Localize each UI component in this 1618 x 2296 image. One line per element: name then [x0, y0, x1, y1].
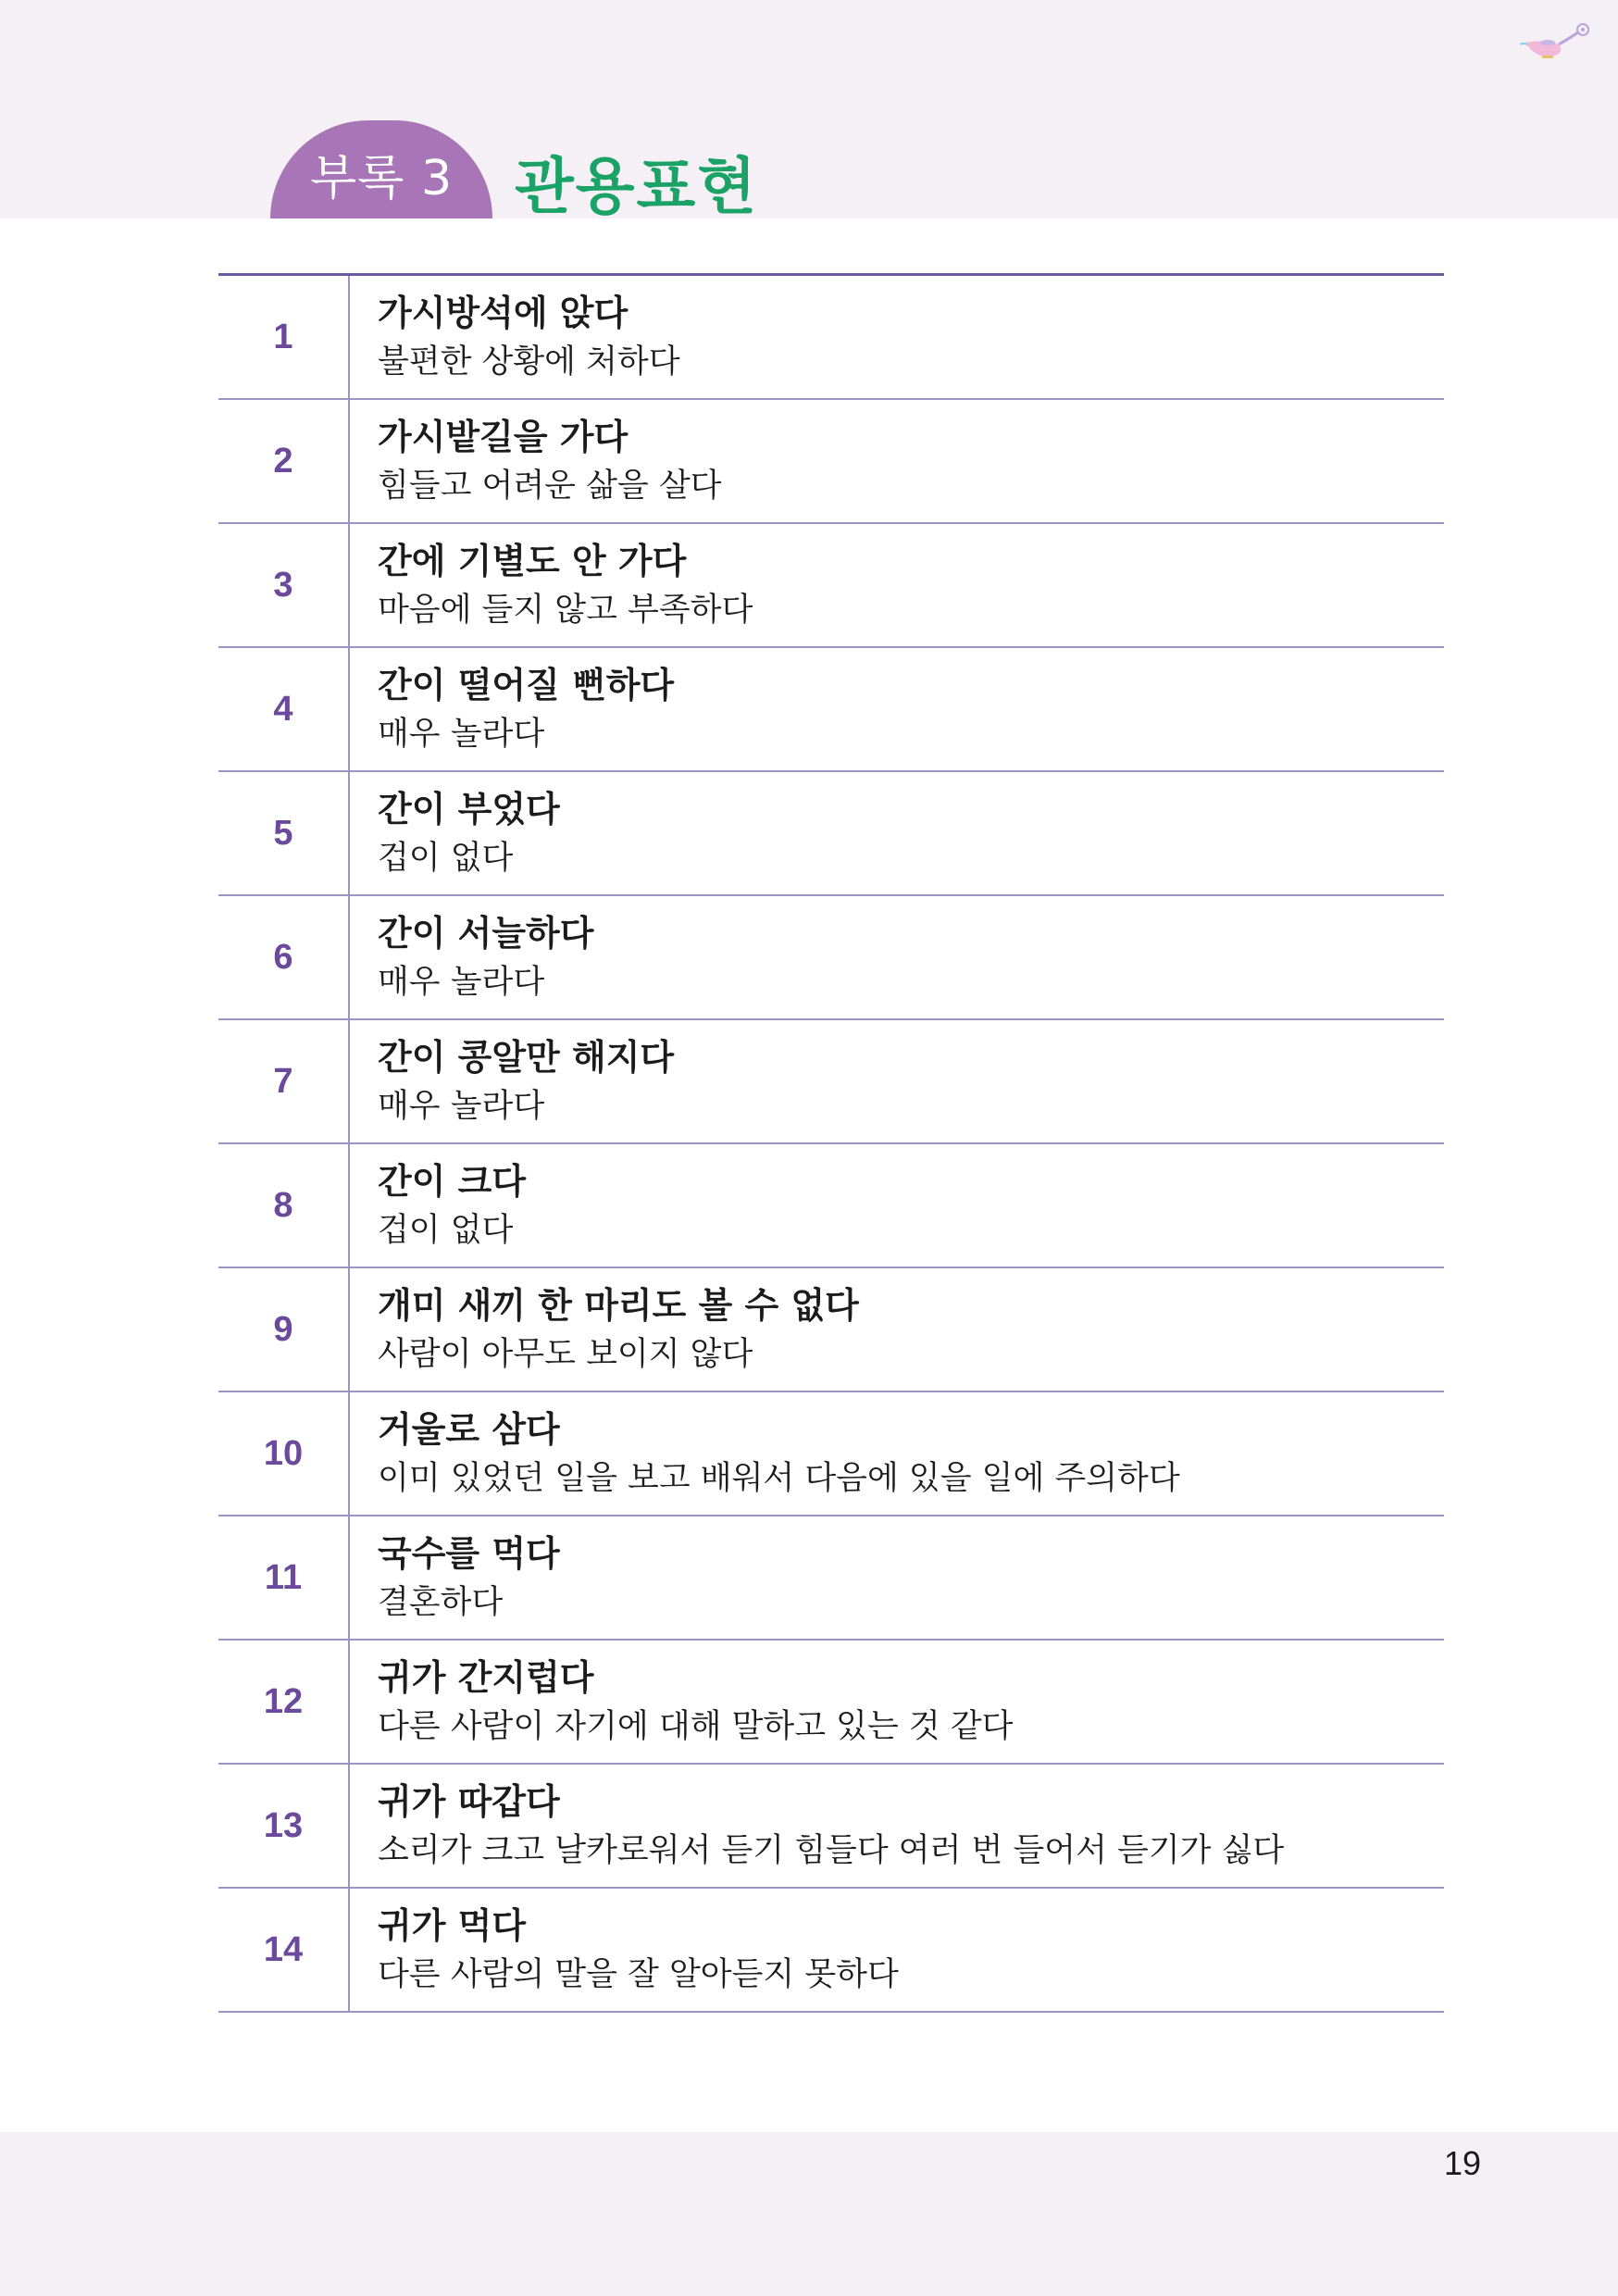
footer-band: [0, 2132, 1618, 2296]
table-row: [218, 1268, 1444, 1392]
idiom-expression: 가시방석에 앉다: [378, 293, 629, 333]
idiom-expression: 간이 서늘하다: [378, 913, 594, 954]
idiom-meaning: 매우 놀라다: [378, 1088, 545, 1125]
row-number: 4: [218, 648, 350, 770]
table-row: [218, 1889, 1444, 2013]
idiom-meaning: 사람이 아무도 보이지 않다: [378, 1336, 753, 1373]
idiom-meaning: 불편한 상황에 처하다: [378, 343, 680, 381]
idiom-meaning: 다른 사람의 말을 잘 알아듣지 못하다: [378, 1956, 899, 1993]
magic-lamp-icon: [1518, 20, 1592, 61]
idiom-expression: 귀가 먹다: [378, 1905, 527, 1946]
row-number: 12: [218, 1641, 350, 1763]
table-row: [218, 648, 1444, 772]
row-number: 5: [218, 772, 350, 894]
row-content: [350, 1765, 1444, 1887]
table-row: [218, 896, 1444, 1020]
row-number: 10: [218, 1392, 350, 1515]
idiom-expression: 간이 떨어질 뻔하다: [378, 665, 675, 705]
table-row: [218, 1516, 1444, 1641]
table-row: [218, 400, 1444, 524]
row-number: 2: [218, 400, 350, 522]
row-number: 6: [218, 896, 350, 1018]
table-row: [218, 1765, 1444, 1889]
row-content: [350, 276, 1444, 398]
row-content: [350, 772, 1444, 894]
idiom-meaning: 겁이 없다: [378, 1212, 514, 1249]
idiom-meaning: 결혼하다: [378, 1584, 504, 1621]
row-content: [350, 1144, 1444, 1267]
idiom-meaning: 겁이 없다: [378, 840, 514, 877]
row-content: [350, 400, 1444, 522]
row-content: [350, 648, 1444, 770]
row-content: [350, 1392, 1444, 1515]
row-content: [350, 1889, 1444, 2011]
idiom-expression: 귀가 따갑다: [378, 1781, 560, 1822]
idiom-expression: 거울로 삼다: [378, 1409, 560, 1450]
page-number: 19: [1443, 2144, 1481, 2182]
table-row: [218, 524, 1444, 648]
row-content: [350, 524, 1444, 646]
idiom-expression: 가시밭길을 가다: [378, 417, 629, 457]
row-number: 13: [218, 1765, 350, 1887]
table-row: [218, 1392, 1444, 1516]
row-number: 7: [218, 1020, 350, 1142]
row-content: [350, 896, 1444, 1018]
row-content: [350, 1268, 1444, 1391]
idiom-meaning: 힘들고 어려운 삶을 살다: [378, 468, 722, 505]
row-number: 9: [218, 1268, 350, 1391]
row-content: [350, 1641, 1444, 1763]
idiom-meaning: 소리가 크고 날카로워서 듣기 힘들다 여러 번 들어서 듣기가 싫다: [378, 1832, 1285, 1869]
table-row: [218, 1020, 1444, 1144]
row-content: [350, 1516, 1444, 1639]
header-band: [0, 0, 1618, 218]
idiom-expression: 귀가 간지럽다: [378, 1657, 594, 1698]
row-number: 11: [218, 1516, 350, 1639]
table-row: [218, 1641, 1444, 1765]
table-row: [218, 276, 1444, 400]
idiom-expression: 개미 새끼 한 마리도 볼 수 없다: [378, 1285, 859, 1326]
idiom-meaning: 다른 사람이 자기에 대해 말하고 있는 것 같다: [378, 1708, 1014, 1745]
idiom-expression: 국수를 먹다: [378, 1533, 560, 1574]
idiom-table: [218, 273, 1444, 2013]
appendix-tab: 부록 3: [270, 120, 492, 218]
row-number: 8: [218, 1144, 350, 1267]
idiom-expression: 간이 콩알만 해지다: [378, 1037, 675, 1078]
row-number: 3: [218, 524, 350, 646]
idiom-meaning: 이미 있었던 일을 보고 배워서 다음에 있을 일에 주의하다: [378, 1460, 1180, 1497]
idiom-expression: 간이 크다: [378, 1161, 527, 1202]
row-number: 14: [218, 1889, 350, 2011]
row-content: [350, 1020, 1444, 1142]
table-row: [218, 772, 1444, 896]
table-row: [218, 1144, 1444, 1268]
section-title: 관용표현: [515, 151, 759, 222]
idiom-expression: 간이 부었다: [378, 789, 560, 830]
idiom-meaning: 매우 놀라다: [378, 964, 545, 1001]
idiom-expression: 간에 기별도 안 가다: [378, 541, 687, 581]
row-number: 1: [218, 276, 350, 398]
idiom-meaning: 마음에 들지 않고 부족하다: [378, 592, 753, 629]
idiom-meaning: 매우 놀라다: [378, 716, 545, 753]
